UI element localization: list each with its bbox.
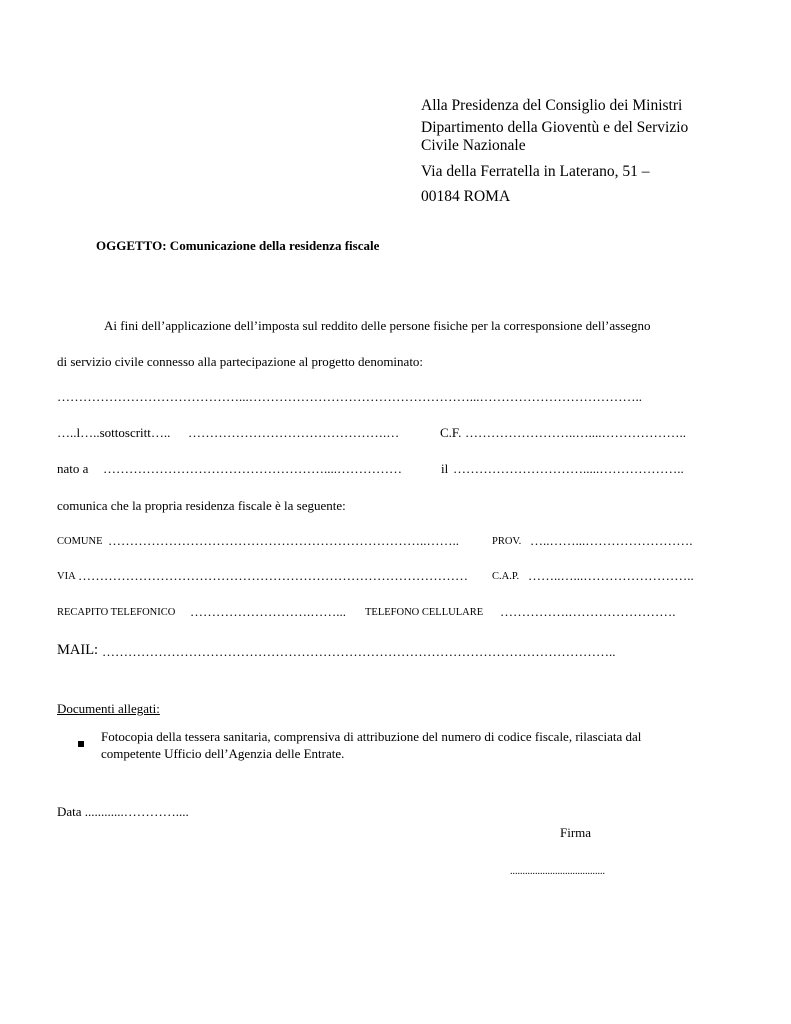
cf-label: C.F. xyxy=(440,425,462,440)
intro-line-2: di servizio civile connesso alla partecipazione al progetto denominato: xyxy=(57,354,424,369)
attachment-item-line-1: Fotocopia della tessera sanitaria, comprensiva di attribuzione del numero di codice fiscale, rilasciata dal xyxy=(101,729,642,744)
phone-label: RECAPITO TELEFONICO xyxy=(57,607,176,618)
via-label: VIA xyxy=(57,571,76,582)
cap-field[interactable]: ……..…...…………………….. xyxy=(528,568,694,583)
project-name-field[interactable]: ……………………………………...……………………………………………...……………………………….. xyxy=(57,389,642,404)
residence-statement: comunica che la propria residenza fiscale è la seguente: xyxy=(57,498,346,513)
mail-label: MAIL: xyxy=(57,642,99,658)
recipient-line-4: Via della Ferratella in Laterano, 51 – xyxy=(421,163,650,180)
attachments-heading: Documenti allegati: xyxy=(57,701,160,716)
prov-field[interactable]: …..……...……………………. xyxy=(530,533,693,548)
born-label: nato a xyxy=(57,461,89,476)
mobile-label: TELEFONO CELLULARE xyxy=(365,607,484,618)
cf-field[interactable]: ……………………..…....……………….. xyxy=(465,425,686,440)
mail-field[interactable]: ……………………………………………………………………………………………………….. xyxy=(102,644,616,659)
prov-label: PROV. xyxy=(492,536,522,547)
comune-label: COMUNE xyxy=(57,536,103,547)
attachment-item-line-2: competente Ufficio dell’Agenzia delle Entrate. xyxy=(101,746,345,761)
bullet-square-icon xyxy=(78,734,84,752)
birthdate-field[interactable]: ………………………….....……………….. xyxy=(453,461,684,476)
comune-field[interactable]: ………………………………………………………………..…….. xyxy=(108,533,459,548)
signature-label: Firma xyxy=(560,825,592,840)
via-field[interactable]: ……………………………………………………………………………… xyxy=(78,568,468,583)
recipient-line-1: Alla Presidenza del Consiglio dei Ministri xyxy=(421,97,683,114)
date-field[interactable]: Data ............………….... xyxy=(57,804,189,819)
signer-label: …..l…..sottoscritt….. xyxy=(57,425,171,440)
mobile-field[interactable]: …………….……………………. xyxy=(500,604,676,619)
recipient-line-5: 00184 ROMA xyxy=(421,188,511,205)
phone-field[interactable]: ……………………….……... xyxy=(190,604,346,619)
signature-line[interactable]: ...................................... xyxy=(510,866,605,877)
subject-line: OGGETTO: Comunicazione della residenza fiscale xyxy=(96,238,380,253)
birthplace-field[interactable]: ……………………………………………....…………… xyxy=(103,461,402,476)
signer-name-field[interactable]: ……………………………………….… xyxy=(188,425,400,440)
intro-line-1: Ai fini dell’applicazione dell’imposta sul reddito delle persone fisiche per la corresponsione dell’assegno xyxy=(104,318,651,333)
recipient-line-3: Civile Nazionale xyxy=(421,137,526,154)
recipient-line-2: Dipartimento della Gioventù e del Servizio xyxy=(421,119,689,136)
cap-label: C.A.P. xyxy=(492,571,520,582)
birthdate-label: il xyxy=(441,461,449,476)
